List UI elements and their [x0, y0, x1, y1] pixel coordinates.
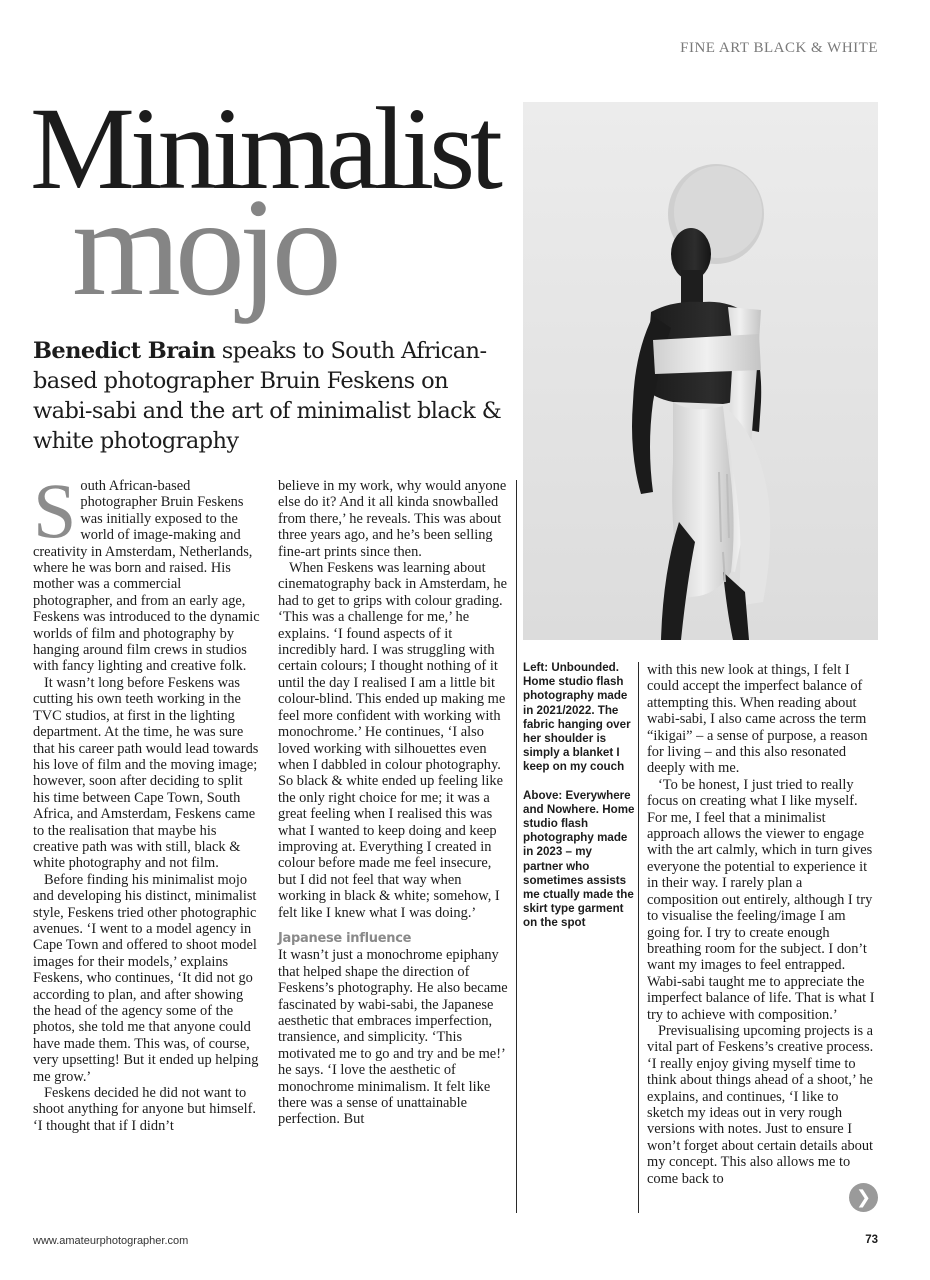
continue-arrow-icon: ❯: [849, 1183, 878, 1212]
photo-captions: [523, 661, 635, 945]
article-paragraph: ‘To be honest, I just tried to really focus on creating what I like myself. For me, I feel that a minimalist approach allows the viewer to engage with the art calmly, which in turn gives everyone the potential to experience it in their way. I rarely plan a composition out entirely, although I try to visualise the feeling/image I am going for. I try to create enough breathing room for the subject. I don’t want my images to feel entrapped. Wabi-sabi taught me to appreciate the imperfect balance of life. That is what I try to achieve with composition.’: [647, 776, 875, 1023]
drop-cap: S: [33, 467, 77, 554]
paragraph-text: outh African-based photographer Bruin Feskens was initially exposed to the world of image-making and creativity in Amsterdam, Netherlands, where he was born and raised. His mother was a commercial photographer, and from an early age, Feskens was introduced to the dynamic worlds of film and photography by hanging around film crews in studios with fancy lighting and creative folk.: [33, 478, 260, 675]
article-paragraph: Feskens decided he did not want to shoot anything for anyone but himself. ‘I thought that if I didn’t: [33, 1085, 257, 1134]
column-rule: [638, 662, 639, 1213]
section-label: FINE ART BLACK & WHITE: [680, 40, 878, 56]
standfirst-author: Benedict Brain: [33, 338, 216, 364]
headline-minimalist: Minimalist: [30, 83, 498, 214]
subheading-japanese-influence: Japanese influence: [278, 930, 412, 946]
article-paragraph: Before finding his minimalist mojo and developing his distinct, minimalist style, Feskens tried other photographic avenues. ‘I went to a model agency in Cape Town and offered to shoot model images for their models,’ explains Feskens, who continues, ‘It did not go according to plan, and after showing the head of the agency some of the photos, she told me that anyone could have made them. This was, of course, very upsetting! But it ended up helping me grow.’: [33, 871, 259, 1085]
article-paragraph: [33, 467, 263, 675]
standfirst-text: speaks to South African-based photographer Bruin Feskens on wabi-sabi and the art of minimalist black & white photography: [33, 338, 502, 454]
article-paragraph: with this new look at things, I felt I could accept the imperfect balance of attempting this. When reading about wabi-sabi, I also came across the term “ikigai” – a sense of purpose, a reason for living – and this also resonated deeply with me.: [647, 662, 868, 777]
article-paragraph: believe in my work, why would anyone else do it? And it all kinda snowballed from there,’ he reveals. This was about three years ago, and he’s been selling fine-art prints since then.: [278, 478, 507, 560]
article-column-2: [278, 478, 510, 1128]
article-paragraph: Previsualising upcoming projects is a vital part of Feskens’s creative process. ‘I really enjoy giving myself time to think about things ahead of a shoot,’ he explains, and continues, ‘I like to sketch my ideas out in very rough versions with notes. Just to ensure I won’t forget about certain details about my concept. This also allows me to come back to: [647, 1022, 874, 1187]
caption-above: Above: Everywhere and Nowhere. Home studio flash photography made in 2023 – my partner who sometimes assists me ctually made the skirt type garment on the spot: [523, 788, 635, 930]
article-paragraph: It wasn’t just a monochrome epiphany that helped shape the direction of Feskens’s photography. He also became fascinated by wabi-sabi, the Japanese aesthetic that embraces imperfection, transience, and simplicity. ‘This motivated me to go and try and be me!’ he says. ‘I love the aesthetic of monochrome minimalism. It felt like there was a sense of unattainable perfection. But: [278, 947, 508, 1128]
photo-model-with-halo-hat: [523, 102, 878, 640]
photo-figure-illustration: [523, 102, 878, 640]
page-number: 73: [865, 1234, 878, 1246]
standfirst: [33, 336, 508, 456]
article-paragraph: It wasn’t long before Feskens was cutting his own teeth working in the TVC studios, at first in the lighting department. At the time, he was sure that his career path would lead towards his love of film and the moving image; however, soon after deciding to split his time between Cape Town, South Africa, and Amsterdam, Feskens came to the realisation that maybe his creative path was with still, black & white photography and not film.: [33, 674, 259, 872]
article-column-1: [33, 467, 263, 1134]
article-column-3: [647, 662, 877, 1187]
article-paragraph: When Feskens was learning about cinematography back in Amsterdam, he had to get to grips with colour grading. ‘This was a challenge for me,’ he explains. ‘I found aspects of it incredibly hard. I was struggling with certain colours; I thought nothing of it until the day I realised I am a little bit colour-blind. This ended up making me feel more confident with working with monochrome.’ He continues, ‘I also loved working with silhouettes even when I dabbled in colour photography. So black & white ended up feeling like the only right choice for me; it was a great feeling when I realised this was what I wanted to keep doing and keep improving at. Everything I created in colour before made me feel insecure, but I did not feel that way when working in black & white; somehow, I felt like I knew what I was doing.’: [278, 560, 507, 921]
column-rule: [516, 480, 517, 1213]
caption-left: Left: Unbounded. Home studio flash photography made in 2021/2022. The fabric hanging over her shoulder is simply a blanket I keep on my couch: [523, 661, 631, 774]
headline-mojo: mojo: [72, 170, 336, 325]
footer-url: www.amateurphotographer.com: [33, 1235, 189, 1247]
